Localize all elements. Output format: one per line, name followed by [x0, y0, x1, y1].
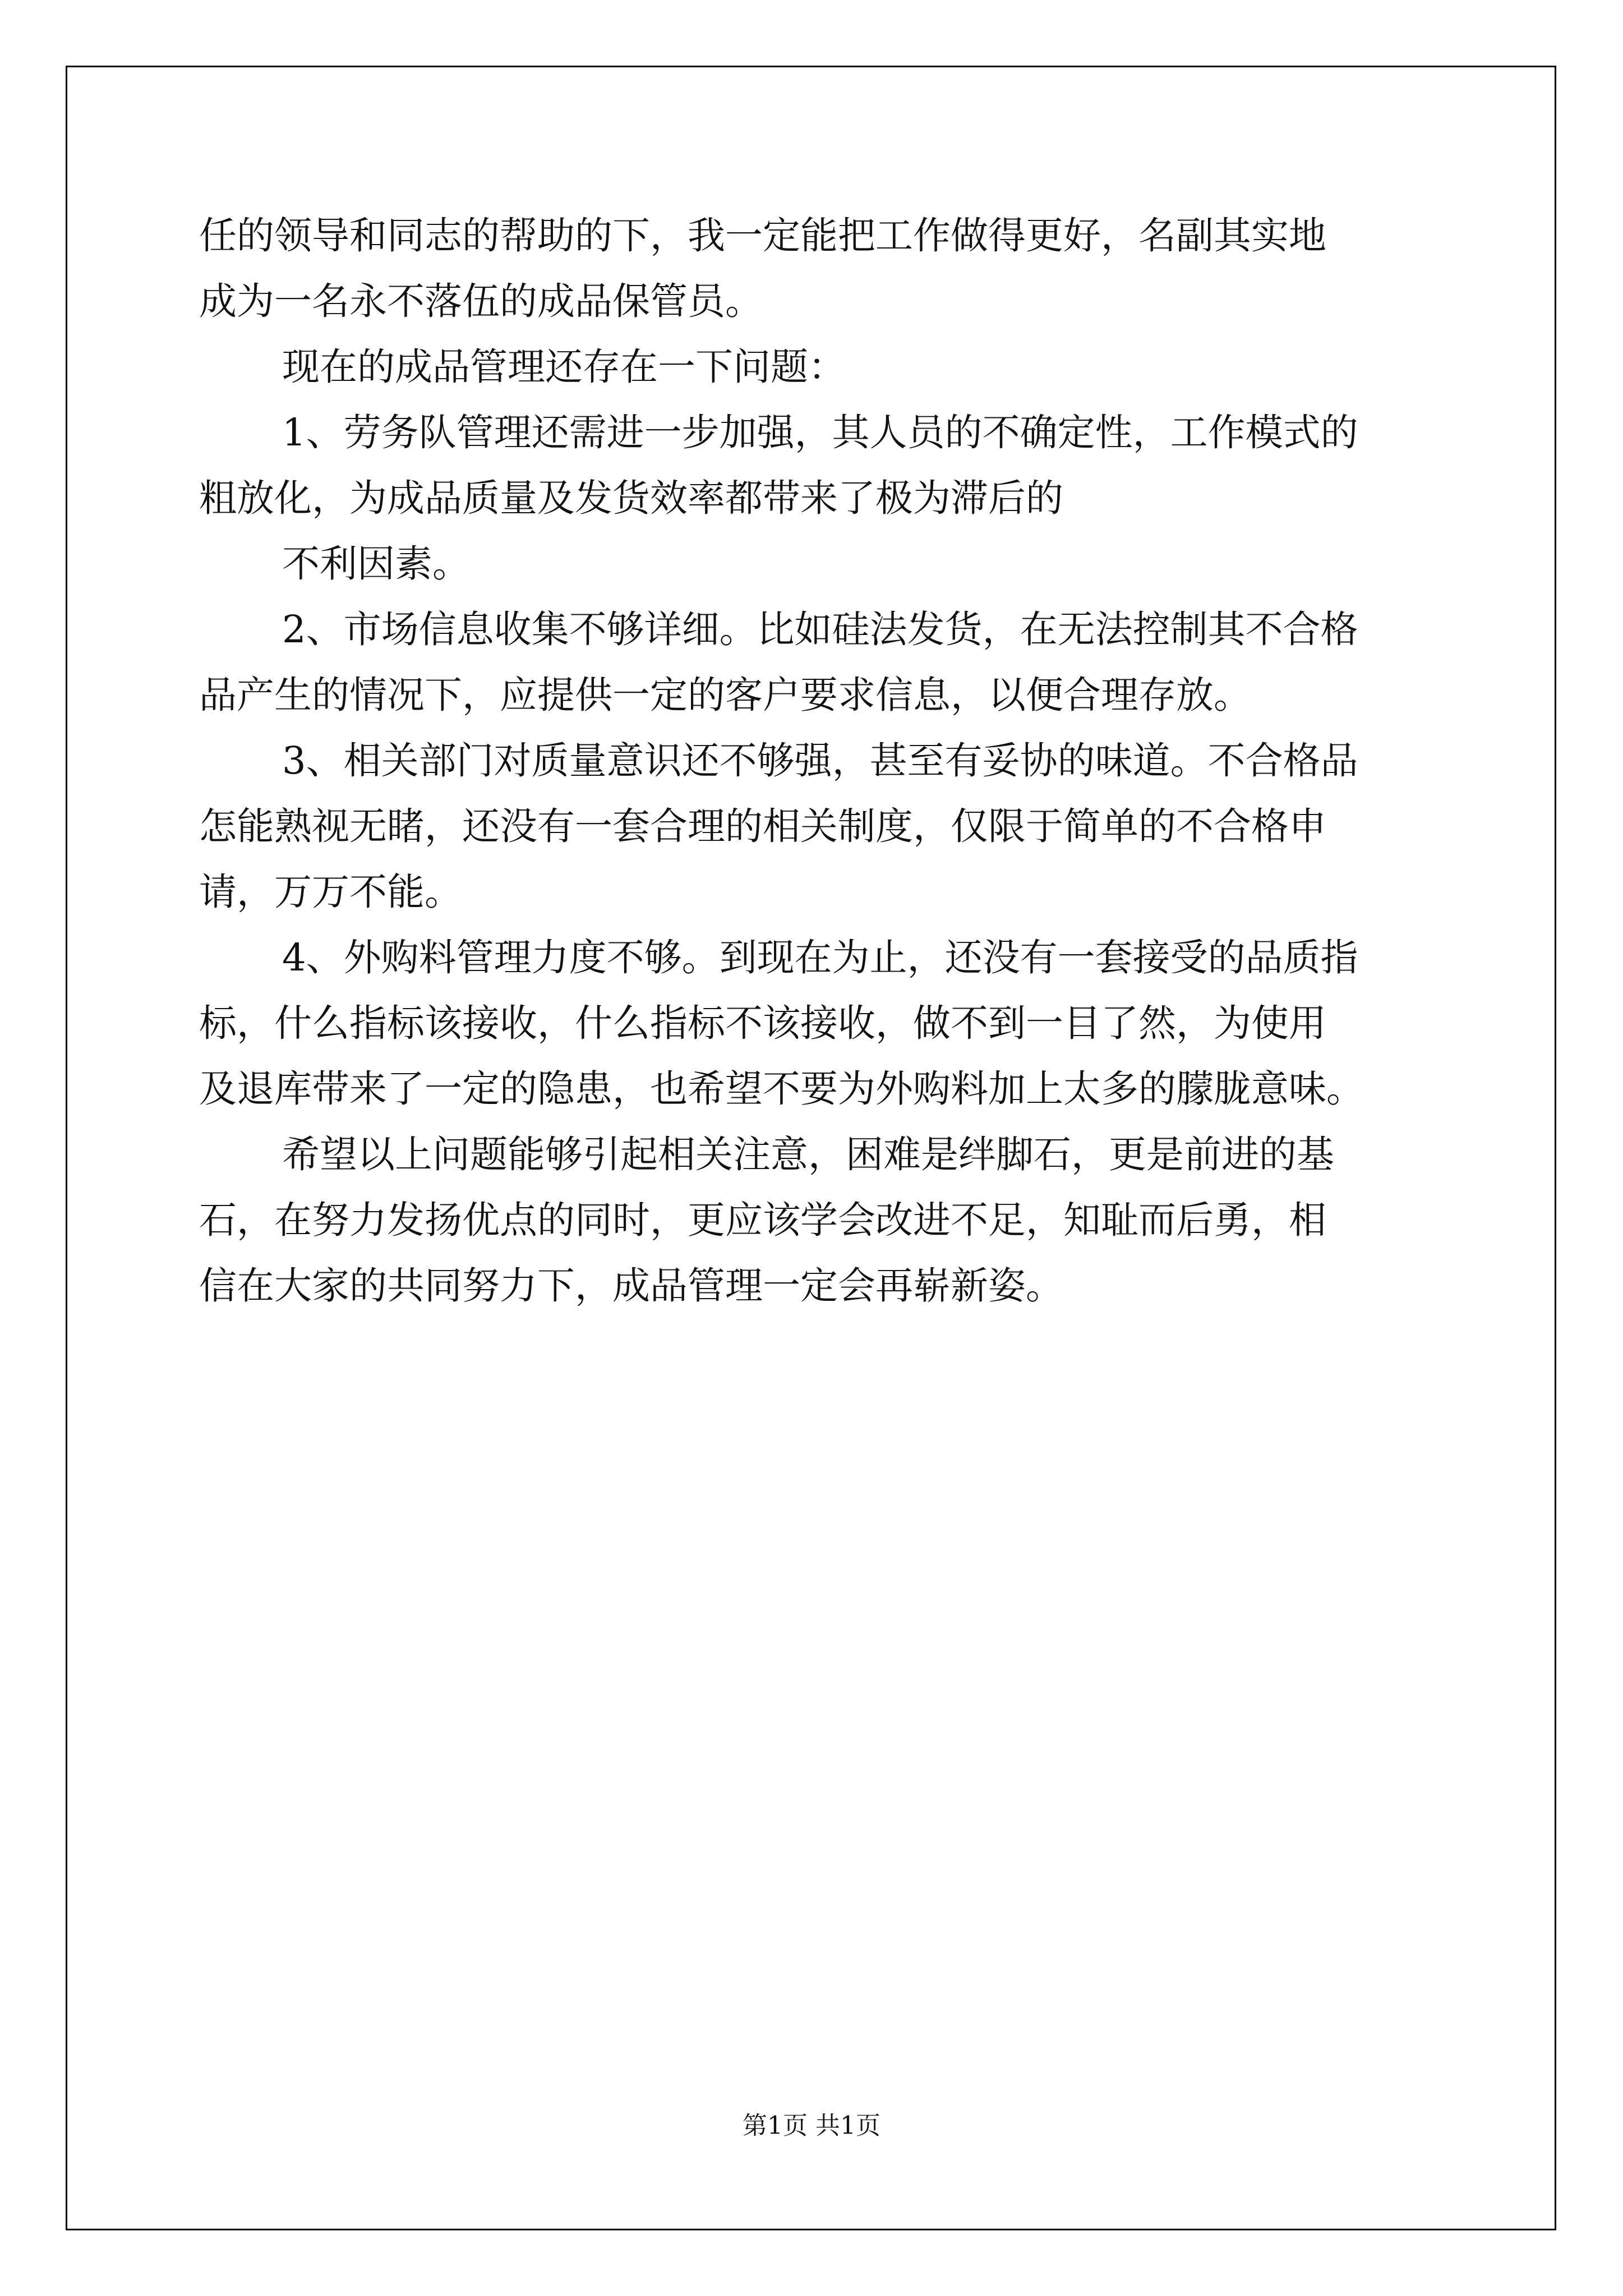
text-line: 请，万万不能。 — [199, 870, 462, 914]
text-line: 4、外购料管理力度不够。到现在为止，还没有一套接受的品质指 — [282, 936, 1358, 979]
text-line: 1、劳务队管理还需进一步加强，其人员的不确定性，工作模式的 — [282, 411, 1358, 454]
text-line: 信在大家的共同努力下，成品管理一定会再崭新姿。 — [199, 1264, 1063, 1308]
text-line: 任的领导和同志的帮助的下，我一定能把工作做得更好，名副其实地 — [199, 214, 1326, 257]
text-line: 及退库带来了一定的隐患，也希望不要为外购料加上太多的朦胧意味。 — [199, 1067, 1364, 1111]
text-line: 粗放化，为成品质量及发货效率都带来了极为滞后的 — [199, 476, 1063, 520]
document-body — [199, 203, 1433, 1319]
page-number-footer: 第1页 共1页 — [743, 2111, 880, 2140]
text-line: 标，什么指标该接收，什么指标不该接收，做不到一目了然，为使用 — [199, 1001, 1326, 1045]
text-line: 不利因素。 — [282, 542, 470, 586]
text-line: 希望以上问题能够引起相关注意，困难是绊脚石，更是前进的基 — [282, 1133, 1334, 1176]
text-line: 怎能熟视无睹，还没有一套合理的相关制度，仅限于简单的不合格申 — [199, 804, 1326, 848]
text-line: 3、相关部门对质量意识还不够强，甚至有妥协的味道。不合格品 — [282, 739, 1358, 783]
text-line: 品产生的情况下，应提供一定的客户要求信息，以便合理存放。 — [199, 673, 1251, 717]
text-line: 现在的成品管理还存在一下问题： — [282, 345, 846, 389]
text-line: 2、市场信息收集不够详细。比如硅法发货，在无法控制其不合格 — [282, 608, 1358, 651]
text-line: 成为一名永不落伍的成品保管员。 — [199, 279, 763, 323]
text-line: 石，在努力发扬优点的同时，更应该学会改进不足，知耻而后勇，相 — [199, 1198, 1326, 1242]
